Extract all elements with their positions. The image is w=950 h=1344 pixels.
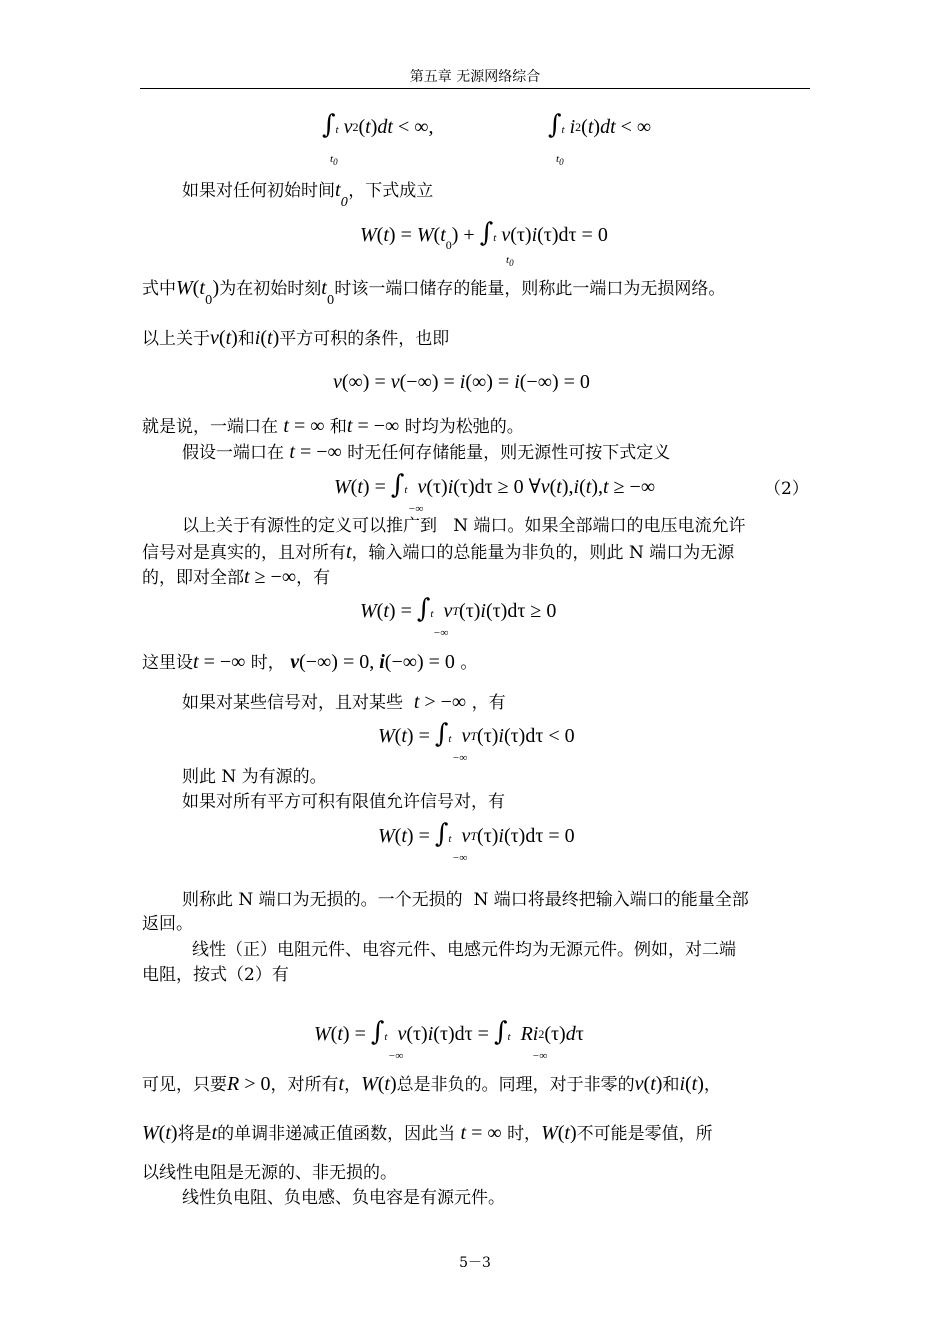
- equation-lower-limit: $t_0$: [330, 153, 338, 168]
- equation-nport-lossless: W(t) = ∫t vT(τ)i(τ)dτ = 0: [378, 819, 575, 849]
- running-header: 第五章 无源网络综合: [409, 69, 541, 85]
- equation-lower-limit: −∞: [408, 503, 424, 515]
- paragraph-line: 信号对是真实的，且对所有t，输入端口的总能量为非负的，则此 N 端口为无源: [142, 541, 735, 563]
- paragraph-line: 返回。: [142, 914, 193, 934]
- paragraph-line: 以线性电阻是无源的、非无损的。: [142, 1163, 397, 1183]
- paragraph-line: 假设一端口在 t = −∞ 时无任何存储能量，则无源性可按下式定义: [182, 441, 671, 463]
- equation-nport-passive: W(t) = ∫t vT(τ)i(τ)dτ ≥ 0: [360, 594, 557, 624]
- paragraph-line: 线性（正）电阻元件、电容元件、电感元件均为无源元件。例如，对二端: [192, 940, 736, 960]
- equation-lower-limit: $t_0$: [556, 153, 564, 168]
- paragraph-line: 电阻，按式（2）有: [142, 965, 289, 985]
- paragraph-line: 则此 N 为有源的。: [182, 767, 327, 787]
- equation-nport-active: W(t) = ∫t vT(τ)i(τ)dτ < 0: [378, 719, 575, 749]
- paragraph-line: 这里设t = −∞ 时， v(−∞) = 0, i(−∞) = 0 。: [142, 651, 478, 673]
- equation-lower-limit: $t_0$: [506, 254, 514, 269]
- equation-lower-limit: −∞: [433, 627, 449, 639]
- equation-lower-limit: −∞: [452, 752, 468, 764]
- equation-lower-limit: −∞: [388, 1050, 404, 1062]
- equation-square-integrable-i: ∫t i2(t)dt < ∞: [548, 110, 652, 140]
- page-number: 5－3: [459, 1255, 491, 1271]
- equation-resistor-energy: W(t) = ∫t v(τ)i(τ)dτ = ∫t Ri2(τ)dτ: [314, 1017, 584, 1047]
- equation-lower-limit: −∞: [532, 1050, 548, 1062]
- paragraph-line: 如果对所有平方可积有限值允许信号对，有: [182, 792, 505, 812]
- equation-number: （2）: [764, 479, 809, 499]
- equation-relaxed-condition: v(∞) = v(−∞) = i(∞) = i(−∞) = 0: [333, 371, 590, 393]
- paragraph-line: 如果对任何初始时间$t_0$，下式成立: [182, 179, 434, 209]
- equation-passivity-definition: W(t) = ∫t v(τ)i(τ)dτ ≥ 0 ∀v(t),i(t),t ≥ −∞: [334, 470, 656, 500]
- equation-lossless-energy: $W(t) = W(t_0) + \int t$ v(τ)i(τ)dτ = 0: [360, 218, 608, 252]
- paragraph-line: 线性负电阻、负电感、负电容是有源元件。: [182, 1188, 505, 1208]
- paragraph-line: 式中$W(t_0)$为在初始时刻$t_0$时该一端口储存的能量，则称此一端口为无损网络。: [142, 277, 726, 307]
- paragraph-line: 就是说，一端口在 t = ∞ 和t = −∞ 时均为松弛的。: [142, 415, 524, 437]
- equation-square-integrable-v: ∫t v2(t)dt < ∞,: [322, 110, 434, 140]
- paragraph-line: 可见，只要R > 0，对所有t，W(t)总是非负的。同理，对于非零的v(t)和i(t)，: [142, 1073, 721, 1095]
- paragraph-line: 以上关于有源性的定义可以推广到 N 端口。如果全部端口的电压电流允许: [182, 516, 746, 536]
- paragraph-line: 如果对某些信号对，且对某些 t > −∞ ，有: [182, 691, 506, 713]
- header-rule: [140, 88, 810, 89]
- paragraph-line: 的，即对全部t ≥ −∞，有: [142, 566, 331, 588]
- paragraph-line: W(t)将是t的单调非递减正值函数，因此当 t = ∞ 时，W(t)不可能是零值，所: [142, 1122, 713, 1144]
- equation-lower-limit: −∞: [452, 852, 468, 864]
- paragraph-line: 以上关于v(t)和i(t)平方可积的条件，也即: [142, 327, 450, 349]
- paragraph-line: 则称此 N 端口为无损的。一个无损的 N 端口将最终把输入端口的能量全部: [182, 890, 749, 910]
